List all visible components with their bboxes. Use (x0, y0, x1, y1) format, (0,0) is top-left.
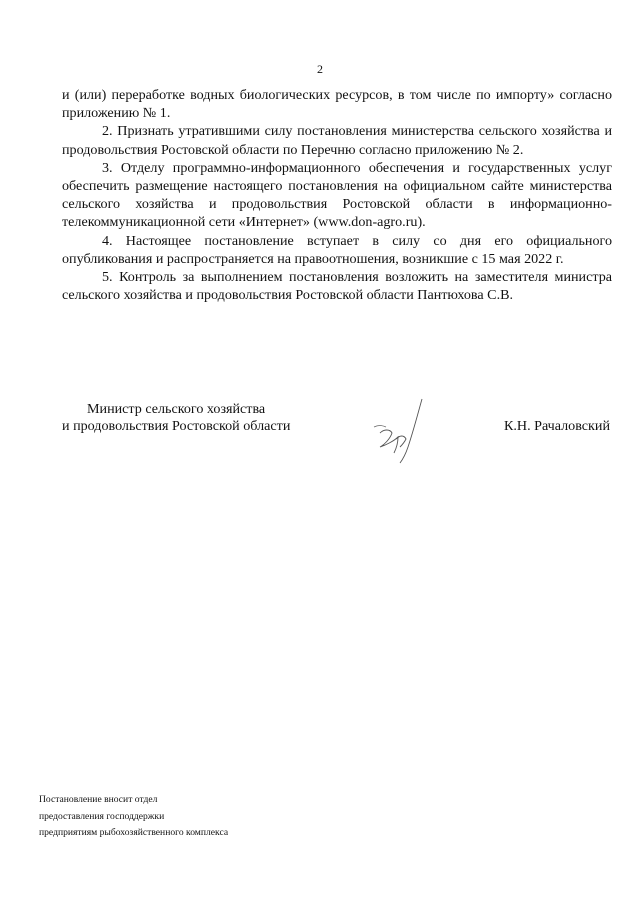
signature-block (62, 400, 612, 480)
paragraph-continuation: и (или) переработке водных биологических ресурсов, в том числе по импорту» согласно приложению № 1. (62, 87, 612, 122)
footer-line: предоставления господдержки (39, 810, 165, 822)
paragraph-item-2: 2. Признать утратившими силу постановления министерства сельского хозяйства и продовольствия Ростовской области по Перечню согласно приложению № 2. (62, 123, 612, 158)
signatory-name: К.Н. Рачаловский (504, 418, 610, 434)
footer-note (39, 792, 228, 842)
footer-line: предприятиям рыбохозяйственного комплекса (39, 827, 229, 838)
signatory-title-line2: и продовольствия Ростовской области (62, 418, 291, 434)
paragraph-item-3: 3. Отделу программно-информационного обеспечения и государственных услуг обеспечить размещение настоящего постановления на официальном сайте министерства сельского хозяйства и продовольствия Ростовской области в информационно-телекоммуникационной сети «Интернет» (www.don-agro.ru). (62, 159, 612, 231)
handwritten-signature (370, 395, 430, 465)
page-number: 2 (317, 62, 323, 76)
paragraph-item-5: 5. Контроль за выполнением постановления возложить на заместителя министра сельского хозяйства и продовольствия Ростовской области Пантюхова С.В. (62, 269, 612, 304)
signatory-title-line1: Министр сельского хозяйства (87, 401, 266, 417)
paragraph-item-4: 4. Настоящее постановление вступает в силу со дня его официального опубликования и распространяется на правоотношения, возникшие с 15 мая 2022 г. (62, 232, 612, 267)
footer-line: Постановление вносит отдел (39, 794, 158, 805)
document-body (62, 86, 612, 304)
